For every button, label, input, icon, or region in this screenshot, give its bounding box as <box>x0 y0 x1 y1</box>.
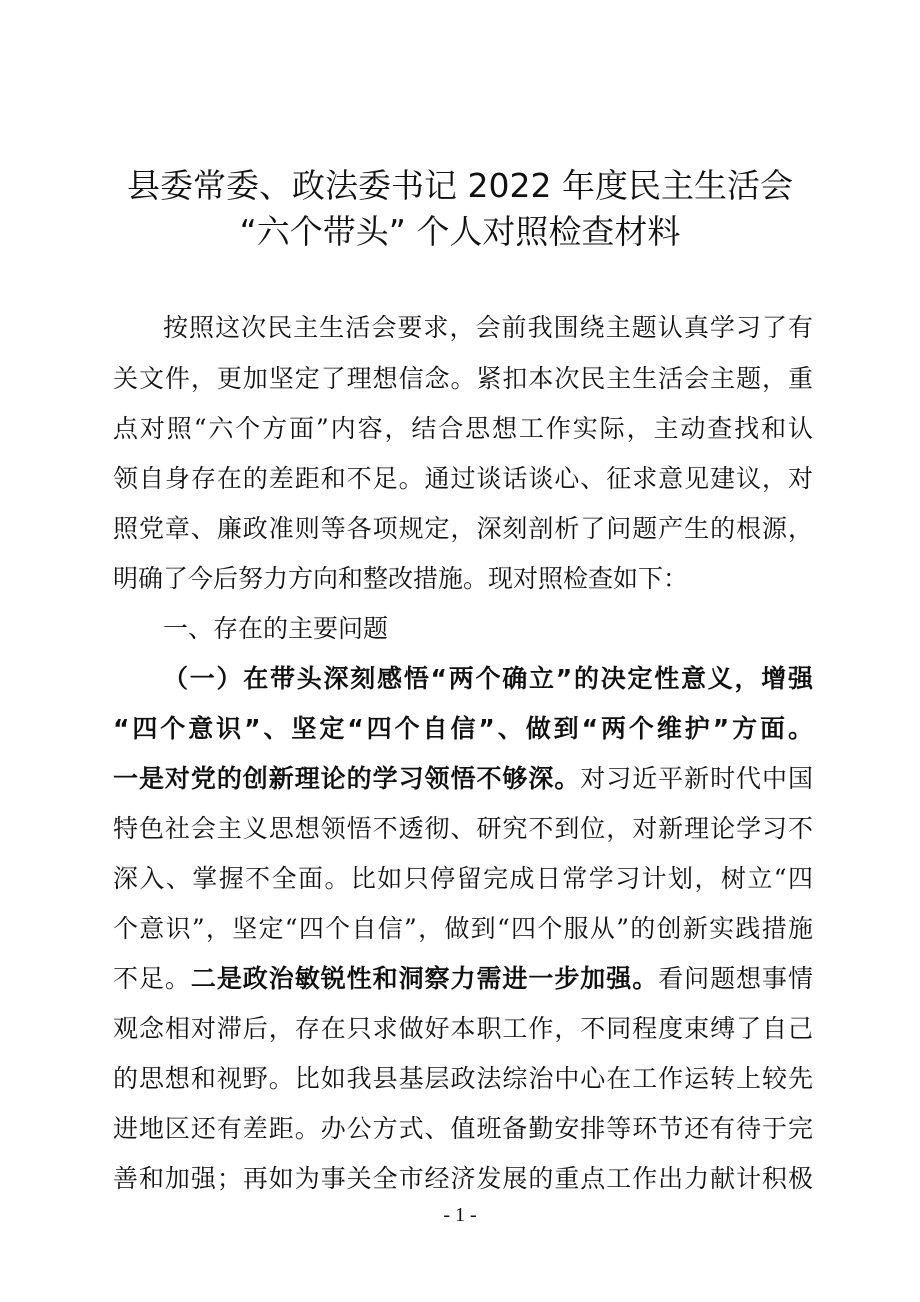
intro-line: 明确了今后努力方向和整改措施。现对照检查如下： <box>113 564 689 593</box>
body-line: 个意识”，坚定“四个自信”，做到“四个服从”的创新实践措施 <box>113 914 813 943</box>
body-line: 善和加强；再如为事关全市经济发展的重点工作出力献计积极 <box>113 1164 813 1193</box>
point-one-line <box>113 763 813 795</box>
intro-line: 领自身存在的差距和不足。通过谈话谈心、征求意见建议，对 <box>113 464 813 493</box>
point-two-line <box>113 963 813 995</box>
page-number: - 1 - <box>443 1204 477 1226</box>
point-one-heading: 一是对党的创新理论的学习领悟不够深。 <box>113 764 581 793</box>
point-two-prefix: 不足。 <box>113 964 191 993</box>
section-heading: 一、存在的主要问题 <box>163 614 389 643</box>
intro-line: 关文件，更加坚定了理想信念。紧扣本次民主生活会主题，重 <box>113 364 813 393</box>
point-two-text: 看问题想事情 <box>658 964 813 993</box>
body-line: 进地区还有差距。办公方式、值班备勤安排等环节还有待于完 <box>113 1114 813 1143</box>
point-one-text: 对习近平新时代中国 <box>580 764 813 793</box>
subsection-heading-line2: “四个意识”、坚定“四个自信”、做到“两个维护”方面。 <box>113 714 813 743</box>
body-line: 深入、掌握不全面。比如只停留完成日常学习计划，树立“四 <box>113 864 813 893</box>
document-title-line2: “六个带头” 个人对照检查材料 <box>239 212 681 251</box>
body-line: 观念相对滞后，存在只求做好本职工作，不同程度束缚了自己 <box>113 1014 813 1043</box>
intro-line: 按照这次民主生活会要求，会前我围绕主题认真学习了有 <box>163 313 813 342</box>
subsection-heading-line1: （一）在带头深刻感悟“两个确立”的决定性意义，增强 <box>163 664 813 693</box>
document-title-line1: 县委常委、政法委书记 2022 年度民主生活会 <box>127 166 793 205</box>
point-two-heading: 二是政治敏锐性和洞察力需进一步加强。 <box>190 964 659 993</box>
intro-line: 照党章、廉政准则等各项规定，深刻剖析了问题产生的根源， <box>113 514 813 543</box>
body-line: 的思想和视野。比如我县基层政法综治中心在工作运转上较先 <box>113 1064 813 1093</box>
intro-line: 点对照“六个方面”内容，结合思想工作实际，主动查找和认 <box>113 414 813 443</box>
body-line: 特色社会主义思想领悟不透彻、研究不到位，对新理论学习不 <box>113 814 813 843</box>
